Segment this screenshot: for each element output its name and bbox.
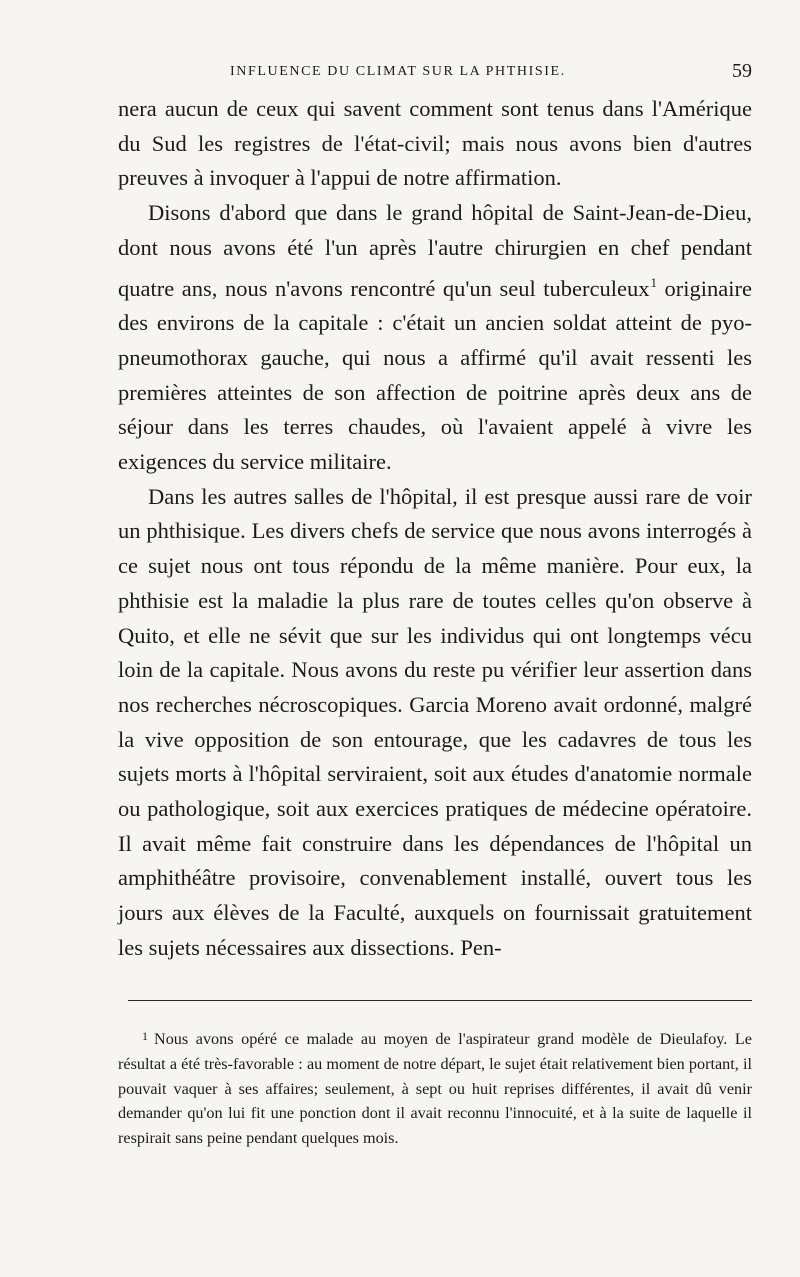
page-number: 59 (732, 60, 752, 82)
footnote-mark: 1 (142, 1029, 148, 1043)
paragraph-2-text-after: originaire des environs de la capitale : c'était un ancien soldat atteint de pyo-pneumothorax gauche, qui nous a affirmé qu'il avait ressenti les premières atteintes de son affection de poitrine après deux ans de séjour dans les terres chaudes, où l'avaient appelé à vivre les exigences du service militaire. (118, 275, 753, 475)
paragraph-1 (118, 92, 752, 196)
paragraph-2-text-before: Disons d'abord que dans le grand hôpital de Saint-Jean-de-Dieu, dont nous avons été l'un après l'autre chirurgien en chef pendant quatre ans, nous n'avons rencontré qu'un seul tuberculeux (118, 200, 752, 301)
running-title: INFLUENCE DU CLIMAT SUR LA PHTHISIE. (230, 64, 566, 79)
footnote-text: Nous avons opéré ce malade au moyen de l'aspirateur grand modèle de Dieulafoy. Le résultat a été très-favorable : au moment de notre départ, le sujet était relativement bien portant, il pouvait vaquer à ses affaires; seulement, à sept ou huit reprises différentes, il avait dû venir demander qu'on lui fit une ponction dont il avait reconnu l'innocuité, et à la suite de laquelle il respirait sans peine pendant quelques mois. (118, 1030, 752, 1148)
paragraph-2 (118, 196, 752, 480)
body-text (118, 92, 752, 966)
paragraph-3-text: Dans les autres salles de l'hôpital, il est presque aussi rare de voir un phthisique. Les divers chefs de service que nous avons interrogés à ce sujet nous ont tous répondu de la même manière. Pour eux, la phthisie est la maladie la plus rare de toutes celles qu'on observe à Quito, et elle ne sévit que sur les individus qui ont longtemps vécu loin de la capitale. Nous avons du reste pu vérifier leur assertion dans nos recherches nécroscopiques. Garcia Moreno avait ordonné, malgré la vive opposition de son entourage, que les cadavres de tous les sujets morts à l'hôpital serviraient, soit aux études d'anatomie normale ou pathologique, soit aux exercices pratiques de médecine opératoire. Il avait même fait construire dans les dépendances de l'hôpital un amphithéâtre provisoire, convenablement installé, ouvert tous les jours aux élèves de la Faculté, auxquels on fournissait gratuitement les sujets nécessaires aux dissections. Pen- (118, 483, 752, 960)
running-head (118, 60, 752, 88)
footnote-reference[interactable]: 1 (650, 274, 657, 290)
footnote-divider (128, 1000, 752, 1001)
paragraph-1-text: nera aucun de ceux qui savent comment sont tenus dans l'Amérique du Sud les registres de l'état-civil; mais nous avons bien d'autres preuves à invoquer à l'appui de notre affirmation. (118, 96, 752, 191)
paragraph-3 (118, 480, 752, 966)
footnote (118, 1024, 752, 1151)
